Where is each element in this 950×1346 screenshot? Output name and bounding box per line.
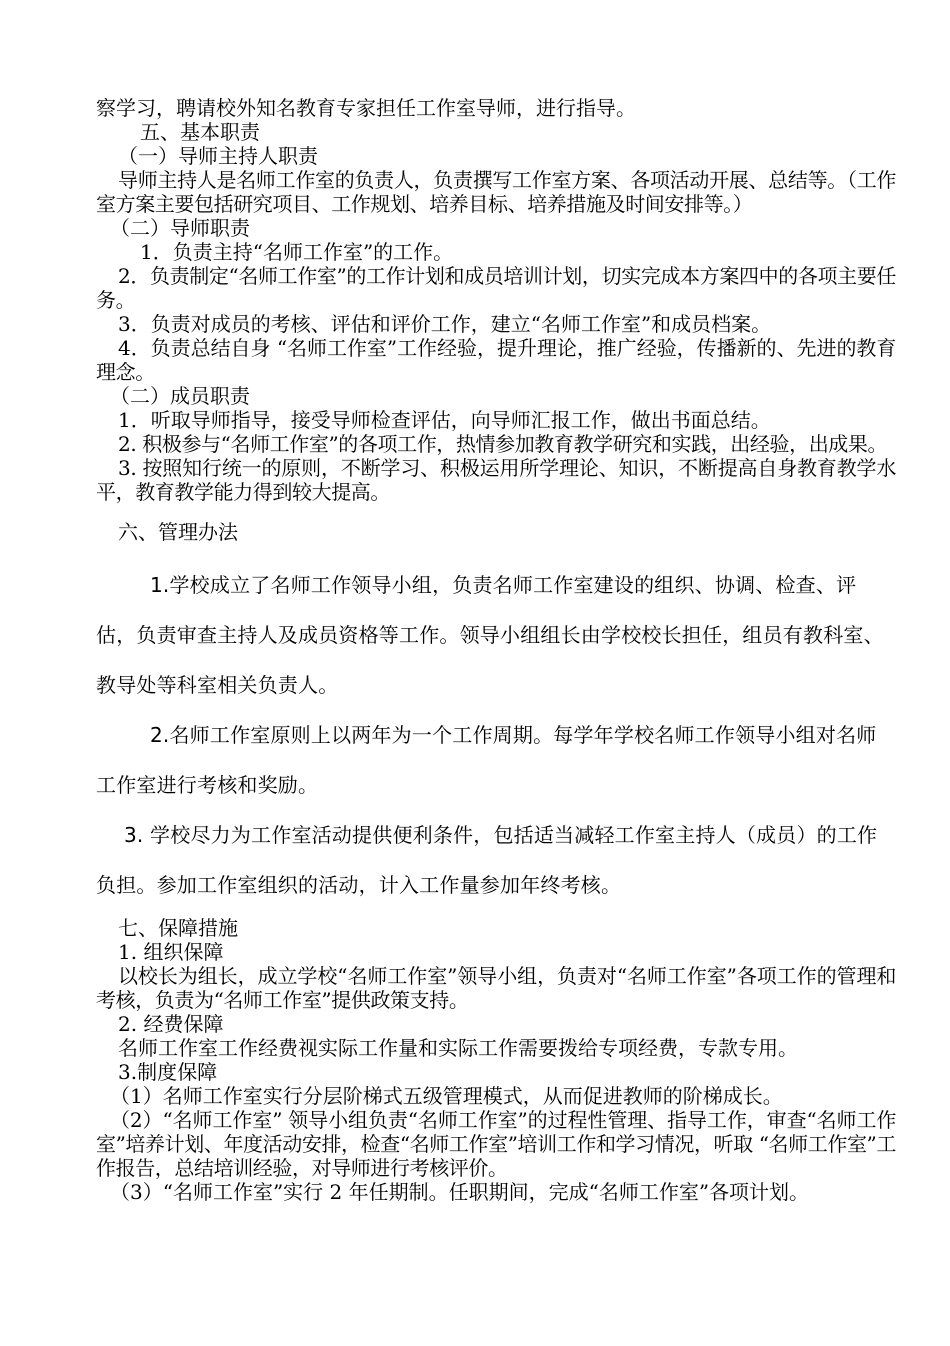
system-guarantee-title: 3.制度保障	[118, 1060, 218, 1084]
system-item-2: （2）“名师工作室” 领导小组负责“名师工作室”的过程性管理、指导工作，审查“名师工作室”培养计划、年度活动安排，检查“名师工作室”培训工作和学习情况，听取 “名师工作室”工作报告，总结培训经验，对导师进行考核评价。	[96, 1108, 896, 1180]
member-duty-2: 2. 积极参与“名师工作室”的各项工作，热情参加教育教学研究和实践，出经验，出成果。	[118, 432, 888, 456]
section-6-heading: 六、管理办法	[118, 520, 238, 544]
host-duties-text: 导师主持人是名师工作室的负责人，负责撰写工作室方案、各项活动开展、总结等。（工作室方案主要包括研究项目、工作规划、培养目标、培养措施及时间安排等。）	[96, 168, 896, 216]
org-guarantee-text: 以校长为组长，成立学校“名师工作室”领导小组，负责对“名师工作室”各项工作的管理和考核，负责为“名师工作室”提供政策支持。	[96, 964, 896, 1012]
subsection-host-duties: （一）导师主持人职责	[118, 144, 318, 168]
management-item-2: 2.名师工作室原则上以两年为一个工作周期。每学年学校名师工作领导小组对名师工作室进行考核和奖励。	[96, 723, 877, 797]
fund-guarantee-text: 名师工作室工作经费视实际工作量和实际工作需要拨给专项经费，专款专用。	[118, 1036, 798, 1060]
subsection-mentor-duties: （二）导师职责	[110, 216, 250, 240]
section-5-heading: 五、基本职责	[140, 120, 260, 144]
management-item-1: 1.学校成立了名师工作领导小组，负责名师工作室建设的组织、协调、检查、评估，负责审查主持人及成员资格等工作。领导小组组长由学校校长担任，组员有教科室、教导处等科室相关负责人。	[96, 573, 884, 697]
mentor-duty-1: 1．负责主持“名师工作室”的工作。	[140, 240, 454, 264]
subsection-member-duties: （二）成员职责	[110, 384, 250, 408]
mentor-duty-3: 3．负责对成员的考核、评估和评价工作，建立“名师工作室”和成员档案。	[118, 312, 772, 336]
member-duty-3: 3. 按照知行统一的原则，不断学习、积极运用所学理论、知识，不断提高自身教育教学水平，教育教学能力得到较大提高。	[96, 456, 896, 504]
system-item-3: （3）“名师工作室”实行 2 年任期制。任职期间，完成“名师工作室”各项计划。	[110, 1180, 810, 1204]
mentor-duty-2: 2．负责制定“名师工作室”的工作计划和成员培训计划，切实完成本方案四中的各项主要任务。	[96, 264, 896, 312]
document-page	[96, 96, 896, 1204]
org-guarantee-title: 1. 组织保障	[118, 940, 224, 964]
section-7-heading: 七、保障措施	[118, 916, 238, 940]
system-item-1: （1）名师工作室实行分层阶梯式五级管理模式，从而促进教师的阶梯成长。	[110, 1084, 783, 1108]
continued-paragraph: 察学习，聘请校外知名教育专家担任工作室导师，进行指导。	[96, 96, 636, 120]
fund-guarantee-title: 2. 经费保障	[118, 1012, 224, 1036]
management-item-3: 3. 学校尽力为工作室活动提供便利条件，包括适当减轻工作室主持人（成员）的工作负担。参加工作室组织的活动，计入工作量参加年终考核。	[96, 823, 878, 897]
member-duty-1: 1．听取导师指导，接受导师检查评估，向导师汇报工作，做出书面总结。	[118, 408, 771, 432]
mentor-duty-4: 4．负责总结自身 “名师工作室”工作经验，提升理论，推广经验，传播新的、先进的教育理念。	[96, 336, 896, 384]
